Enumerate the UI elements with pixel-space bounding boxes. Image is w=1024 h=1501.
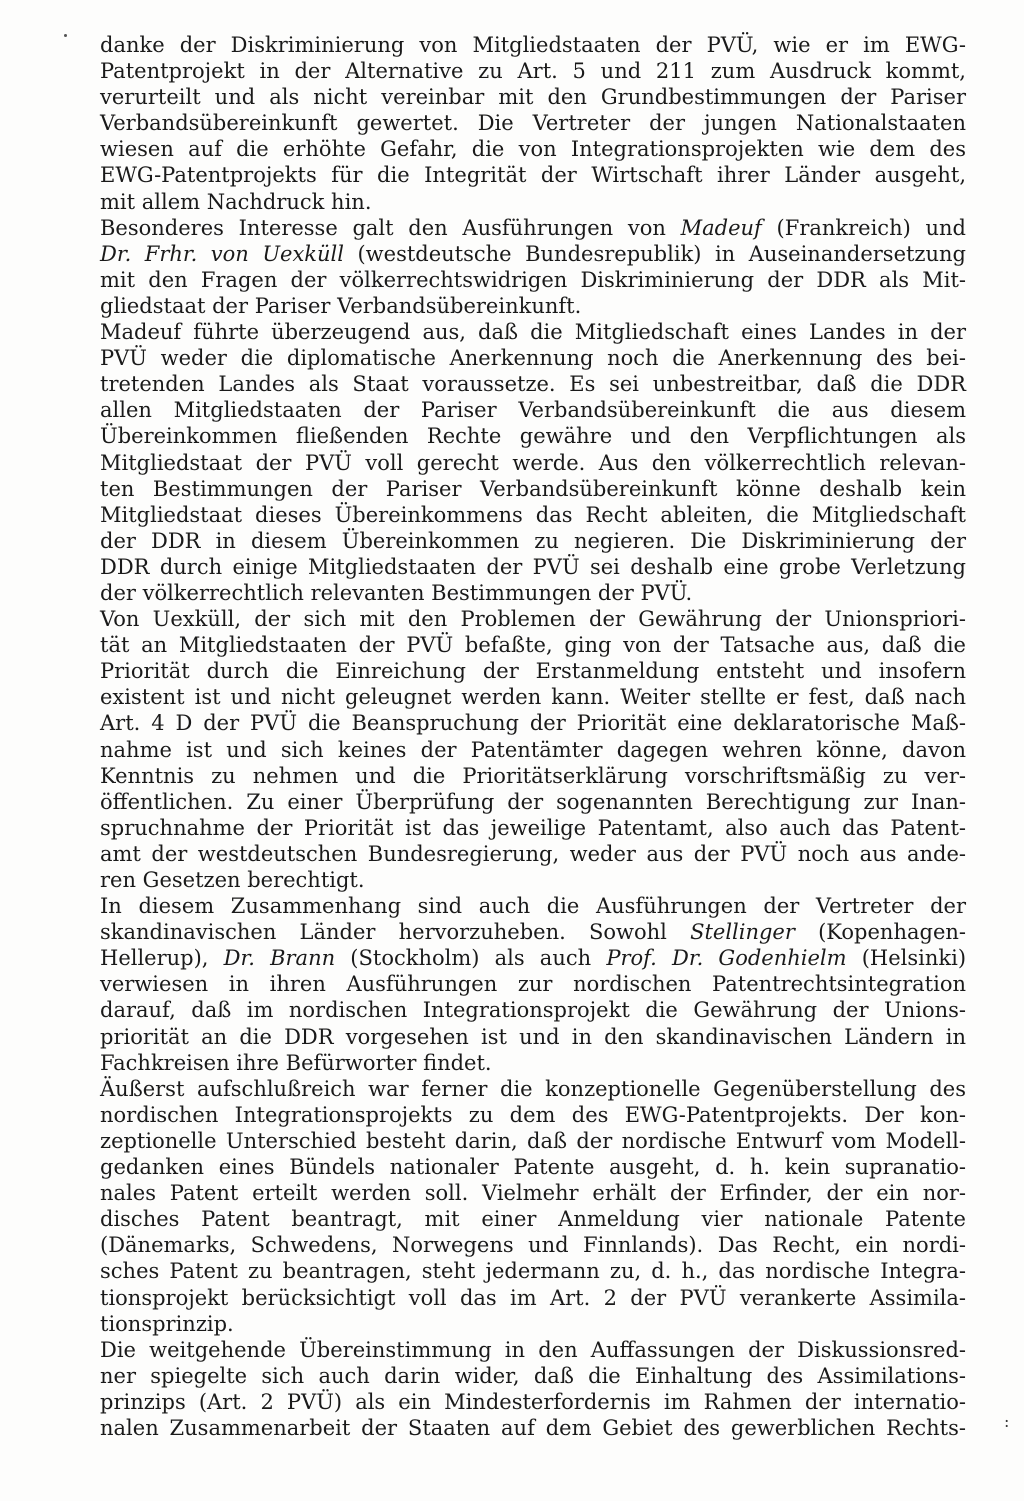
text-segment: Hellerup),	[100, 946, 224, 971]
text-line	[100, 919, 966, 945]
text-line: ten Bestimmungen der Pariser Verbandsübereinkunft könne deshalb kein	[100, 476, 966, 501]
text-line: (Dänemarks, Schwedens, Norwegens und Finnlands). Das Recht, ein nordi-	[100, 1233, 966, 1258]
text-line: Kenntnis zu nehmen und die Prioritätserklärung vorschriftsmäßig zu ver-	[100, 763, 966, 788]
text-line: Madeuf führte überzeugend aus, daß die Mitgliedschaft eines Landes in der	[100, 320, 966, 345]
text-line: Verbandsübereinkunft gewertet. Die Vertreter der jungen Nationalstaaten	[100, 111, 966, 136]
text-line	[100, 215, 966, 241]
text-line	[100, 241, 966, 267]
text-line: verwiesen in ihren Ausführungen zur nordischen Patentrechtsintegration	[100, 972, 966, 997]
text-line: tät an Mitgliedstaaten der PVÜ befaßte, ging von der Tatsache aus, daß die	[100, 633, 966, 658]
text-line: mit allem Nachdruck hin.	[100, 189, 372, 214]
text-line: gliedstaat der Pariser Verbandsübereinkunft.	[100, 293, 582, 318]
text-line: Patentprojekt in der Alternative zu Art. 5 und 211 zum Ausdruck kommt,	[100, 59, 966, 84]
text-line: nalen Zusammenarbeit der Staaten auf dem Gebiet des gewerblichen Rechts-	[100, 1415, 966, 1440]
text-line: sches Patent zu beantragen, steht jedermann zu, d. h., das nordische Integra-	[100, 1259, 966, 1284]
paragraph	[100, 32, 966, 215]
text-line: nahme ist und sich keines der Patentämter dagegen wehren könne, davon	[100, 737, 966, 762]
person-name: Dr. Frhr. von Uexküll	[100, 241, 344, 266]
text-line: tionsprojekt berücksichtigt voll das im Art. 2 der PVÜ verankerte Assimila-	[100, 1285, 966, 1310]
text-line: Äußerst aufschlußreich war ferner die konzeptionelle Gegenüberstellung des	[100, 1076, 966, 1101]
text-line: Die weitgehende Übereinstimmung in den Auffassungen der Diskussionsred-	[100, 1337, 966, 1362]
text-line: mit den Fragen der völkerrechtswidrigen Diskriminierung der DDR als Mit-	[100, 267, 966, 292]
text-line: Von Uexküll, der sich mit den Problemen der Gewährung der Unionspriori-	[100, 607, 966, 632]
text-line: ren Gesetzen berechtigt.	[100, 868, 365, 892]
text-line: In diesem Zusammenhang sind auch die Ausführungen der Vertreter der	[100, 894, 966, 919]
text-line: tretenden Landes als Staat voraussetze. Es sei unbestreitbar, daß die DDR	[100, 372, 966, 397]
text-line: priorität an die DDR vorgesehen ist und in den skandinavischen Ländern in	[100, 1024, 966, 1049]
text-line: darauf, daß im nordischen Integrationsprojekt die Gewährung der Unions-	[100, 998, 966, 1023]
person-name: Madeuf	[680, 215, 762, 240]
margin-mark: :	[1004, 1412, 1010, 1431]
text-line: Mitgliedstaat dieses Übereinkommens das Recht ableiten, die Mitgliedschaft	[100, 502, 966, 527]
scan-speck	[64, 34, 67, 37]
text-line: gedanken eines Bündels nationaler Patente ausgeht, d. h. kein supranatio-	[100, 1155, 966, 1180]
text-line: öffentlichen. Zu einer Überprüfung der sogenannten Berechtigung zur Inan-	[100, 789, 966, 814]
text-line: danke der Diskriminierung von Mitgliedstaaten der PVÜ, wie er im EWG-	[100, 33, 966, 57]
text-line: nales Patent erteilt werden soll. Vielmehr erhält der Erfinder, der ein nor-	[100, 1181, 966, 1206]
text-line: PVÜ weder die diplomatische Anerkennung noch die Anerkennung des bei-	[100, 346, 966, 371]
text-line: der völkerrechtlich relevanten Bestimmungen der PVÜ.	[100, 580, 693, 605]
text-line: Art. 4 D der PVÜ die Beanspruchung der Priorität eine deklaratorische Maß-	[100, 711, 966, 736]
text-line: verurteilt und als nicht vereinbar mit den Grundbestimmungen der Pariser	[100, 85, 966, 110]
text-line: ner spiegelte sich auch darin wider, daß die Einhaltung des Assimilations-	[100, 1363, 966, 1388]
text-line: Übereinkommen fließenden Rechte gewähre und den Verpflichtungen als	[100, 424, 966, 449]
text-line: spruchnahme der Priorität ist das jeweilige Patentamt, also auch das Patent-	[100, 815, 966, 840]
text-segment: Besonderes Interesse galt den Ausführungen von	[100, 215, 681, 240]
text-line: Mitgliedstaat der PVÜ voll gerecht werde. Aus den völkerrechtlich relevan-	[100, 450, 966, 475]
paragraph	[100, 1337, 966, 1441]
text-segment: (Stockholm) als auch	[335, 946, 607, 971]
paragraph	[100, 606, 966, 893]
person-name: Dr. Brann	[223, 946, 336, 971]
text-line: EWG-Patentprojekts für die Integrität der Wirtschaft ihrer Länder ausgeht,	[100, 163, 966, 188]
text-line: DDR durch einige Mitgliedstaaten der PVÜ sei deshalb eine grobe Verletzung	[100, 554, 966, 579]
text-line: existent ist und nicht geleugnet werden kann. Weiter stellte er fest, daß nach	[100, 685, 966, 710]
text-line: Priorität durch die Einreichung der Erstanmeldung entsteht und insofern	[100, 659, 966, 684]
text-line: tionsprinzip.	[100, 1311, 234, 1336]
paragraph	[100, 319, 966, 606]
paragraph	[100, 1076, 966, 1337]
text-line: prinzips (Art. 2 PVÜ) als ein Mindesterfordernis im Rahmen der internatio-	[100, 1389, 966, 1414]
text-line: amt der westdeutschen Bundesregierung, weder aus der PVÜ noch aus ande-	[100, 841, 966, 866]
text-line: Fachkreisen ihre Befürworter findet.	[100, 1050, 492, 1075]
text-line: nordischen Integrationsprojekts zu dem des EWG-Patentprojekts. Der kon-	[100, 1102, 966, 1127]
paragraph	[100, 215, 966, 319]
text-line	[100, 945, 966, 971]
body-text	[100, 32, 966, 1441]
text-segment: skandinavischen Länder hervorzuheben. Sowohl	[100, 920, 691, 945]
text-line: allen Mitgliedstaaten der Pariser Verbandsübereinkunft die aus diesem	[100, 398, 966, 423]
paragraph	[100, 893, 966, 1076]
person-name: Stellinger	[690, 920, 795, 945]
text-segment: (Kopenhagen-	[794, 920, 966, 945]
text-segment: (westdeutsche Bundesrepublik) in Auseinandersetzung	[343, 241, 966, 266]
person-name: Prof. Dr. Godenhielm	[606, 946, 847, 971]
text-segment: (Helsinki)	[846, 946, 967, 971]
text-segment: (Frankreich) und	[761, 215, 966, 240]
text-line: zeptionelle Unterschied besteht darin, daß der nordische Entwurf vom Modell-	[100, 1128, 966, 1153]
text-line: wiesen auf die erhöhte Gefahr, die von Integrationsprojekten wie dem des	[100, 137, 966, 162]
text-line: der DDR in diesem Übereinkommen zu negieren. Die Diskriminierung der	[100, 528, 966, 553]
text-line: disches Patent beantragt, mit einer Anmeldung vier nationale Patente	[100, 1207, 966, 1232]
